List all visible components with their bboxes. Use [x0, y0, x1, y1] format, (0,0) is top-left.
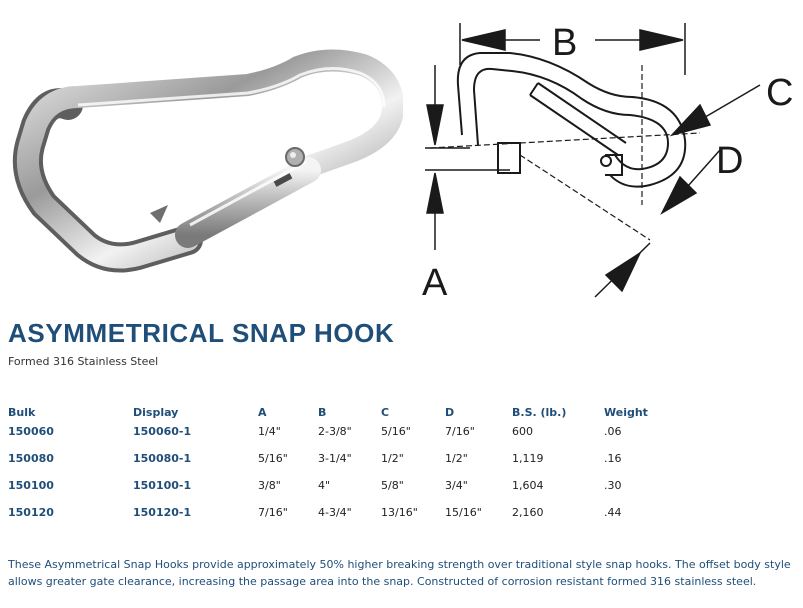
cell-weight: .30	[604, 479, 622, 492]
header-c: C	[381, 405, 390, 419]
cell-weight: .16	[604, 452, 622, 465]
cell-b: 4"	[318, 479, 331, 492]
table-row	[4, 506, 668, 533]
cell-a: 1/4"	[258, 425, 281, 438]
cell-c: 13/16"	[381, 506, 418, 519]
cell-b: 2-3/8"	[318, 425, 352, 438]
cell-b: 3-1/4"	[318, 452, 352, 465]
table-row	[4, 425, 668, 452]
cell-breaking-strength: 1,119	[512, 452, 544, 465]
cell-breaking-strength: 600	[512, 425, 533, 438]
header-b: B	[318, 405, 327, 419]
cell-d: 15/16"	[445, 506, 482, 519]
spec-table-header	[4, 402, 668, 425]
cell-bulk: 150100	[8, 479, 54, 492]
header-d: D	[445, 405, 455, 419]
cell-breaking-strength: 2,160	[512, 506, 544, 519]
cell-bulk: 150060	[8, 425, 54, 438]
dimension-label-d: D	[716, 140, 744, 182]
cell-display: 150060-1	[133, 425, 192, 438]
cell-display: 150100-1	[133, 479, 192, 492]
cell-display: 150080-1	[133, 452, 192, 465]
cell-bulk: 150120	[8, 506, 54, 519]
cell-d: 7/16"	[445, 425, 475, 438]
header-a: A	[258, 405, 267, 419]
cell-breaking-strength: 1,604	[512, 479, 544, 492]
product-title: ASYMMETRICAL SNAP HOOK	[8, 318, 395, 348]
cell-c: 1/2"	[381, 452, 404, 465]
header-weight: Weight	[604, 405, 648, 419]
spec-table	[4, 402, 668, 533]
cell-weight: .06	[604, 425, 622, 438]
dimension-label-b: B	[552, 22, 578, 64]
product-description: These Asymmetrical Snap Hooks provide approximately 50% higher breaking strength over traditional style snap hooks. The offset body style allows greater gate clearance, increasing the passage area into the snap. Constructed of corrosion resistant formed 316 stainless steel.	[8, 558, 791, 588]
cell-d: 1/2"	[445, 452, 468, 465]
dimension-label-c: C	[766, 72, 794, 114]
cell-display: 150120-1	[133, 506, 192, 519]
dimension-label-a: A	[422, 262, 448, 304]
header-bulk: Bulk	[8, 405, 36, 419]
cell-a: 3/8"	[258, 479, 281, 492]
cell-a: 5/16"	[258, 452, 288, 465]
product-photo	[8, 45, 403, 275]
product-subtitle: Formed 316 Stainless Steel	[8, 355, 159, 368]
cell-bulk: 150080	[8, 452, 54, 465]
cell-b: 4-3/4"	[318, 506, 352, 519]
cell-c: 5/16"	[381, 425, 411, 438]
header-breaking-strength: B.S. (lb.)	[512, 405, 567, 419]
header-display: Display	[133, 405, 179, 419]
cell-d: 3/4"	[445, 479, 468, 492]
dimension-diagram	[410, 5, 800, 305]
cell-weight: .44	[604, 506, 622, 519]
table-row	[4, 452, 668, 479]
cell-c: 5/8"	[381, 479, 404, 492]
table-row	[4, 479, 668, 506]
cell-a: 7/16"	[258, 506, 288, 519]
